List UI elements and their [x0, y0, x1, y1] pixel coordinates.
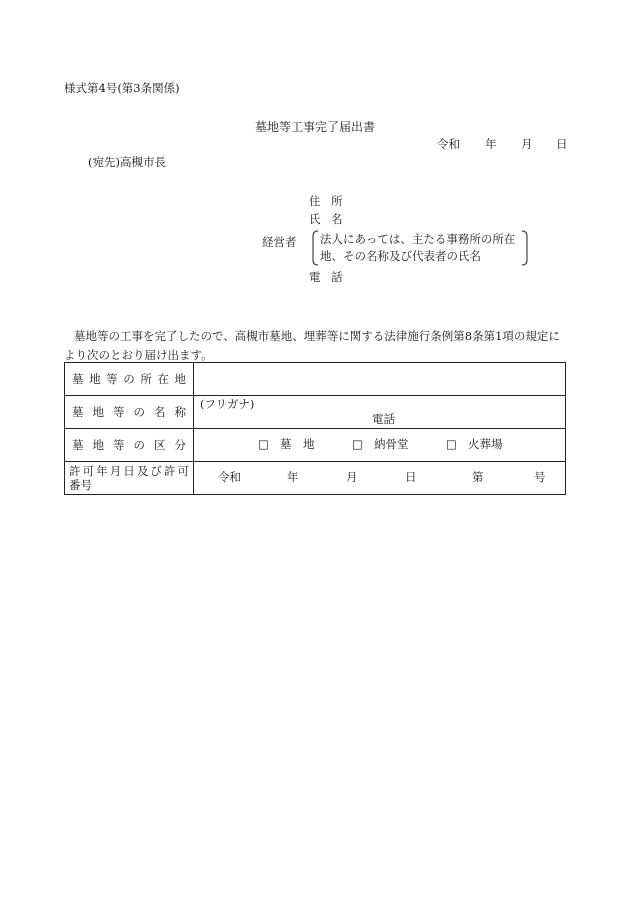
label-char: 地 [174, 372, 186, 386]
permit-year-label: 年 [287, 470, 299, 484]
label-char: 分 [174, 438, 186, 452]
category-options-cell [194, 429, 566, 462]
label-char: 地 [92, 438, 104, 452]
label-char: 名 [154, 405, 166, 419]
table-row-category [65, 429, 566, 462]
permit-day-label: 日 [405, 470, 417, 484]
label-char: の [123, 372, 135, 386]
name-label-2: 名 [331, 212, 343, 226]
date-year-label: 年 [485, 137, 497, 151]
label-char: 区 [154, 438, 166, 452]
label-char: 許 [163, 464, 176, 478]
label-char: 許 [69, 464, 81, 478]
table-row-permit [65, 462, 566, 495]
label-char: 可 [82, 464, 95, 478]
permit-label-line-2: 番号 [69, 478, 92, 492]
table-row-location [65, 363, 566, 396]
checkbox-crematorium[interactable]: □ [446, 437, 457, 451]
label-char: 日 [123, 464, 135, 478]
manager-label: 経営者 [262, 235, 297, 249]
label-char: 在 [157, 372, 169, 386]
label-char: 地 [89, 372, 101, 386]
table-row-name [65, 396, 566, 429]
name-phone-label: 電話 [372, 412, 395, 426]
label-name [65, 396, 194, 429]
label-char: 等 [106, 372, 118, 386]
label-permit [65, 462, 194, 495]
label-char: 及 [136, 464, 149, 478]
label-char: の [133, 405, 145, 419]
checkbox-cemetery[interactable]: □ [258, 437, 269, 451]
notification-table [64, 362, 566, 495]
name-label-1: 氏 [309, 212, 321, 226]
permit-month-label: 月 [346, 470, 358, 484]
label-char: 墓 [72, 438, 84, 452]
permit-no-label: 第 [472, 470, 484, 484]
label-char: び [150, 464, 162, 478]
address-label-1: 住 [309, 194, 321, 208]
option-cemetery-label: 墓 地 [280, 437, 315, 451]
document-title: 墓地等工事完了届出書 [254, 120, 375, 134]
label-location [65, 363, 194, 396]
date-month-label: 月 [521, 137, 533, 151]
phone-label-2: 話 [331, 270, 343, 284]
label-char: 可 [177, 464, 189, 478]
phone-label-1: 電 [309, 270, 321, 284]
label-char: 等 [113, 438, 125, 452]
date-era: 令和 [437, 137, 460, 151]
label-char: 年 [96, 464, 108, 478]
corporate-note-line-2: 地、その名称及び代表者の氏名 [320, 249, 481, 263]
permit-go-label: 号 [534, 470, 546, 484]
label-char: 月 [109, 464, 122, 478]
statement-text: 墓地等の工事を完了したので、高槻市墓地、埋葬等に関する法律施行条例第8条第1項の規定により次のとおり届け出ます。 [64, 329, 560, 362]
label-char: 地 [92, 405, 104, 419]
form-number: 様式第4号(第3条関係) [64, 81, 180, 95]
corporate-note-line-1: 法人にあっては、主たる事務所の所在 [320, 232, 516, 246]
furigana-label: (フリガナ) [200, 397, 255, 411]
option-ossuary-label: 納骨堂 [374, 437, 409, 451]
checkbox-ossuary[interactable]: □ [352, 437, 363, 451]
permit-value-cell[interactable] [194, 462, 566, 495]
address-label-2: 所 [331, 194, 343, 208]
location-value-cell[interactable] [194, 363, 566, 396]
corporate-note [312, 230, 528, 266]
addressee: (宛先)高槻市長 [88, 155, 166, 169]
label-category [65, 429, 194, 462]
label-char: 等 [113, 405, 125, 419]
date-day-label: 日 [556, 137, 568, 151]
name-value-cell[interactable] [194, 396, 566, 429]
label-char: 所 [140, 372, 152, 386]
label-char: の [133, 438, 145, 452]
label-char: 墓 [72, 372, 84, 386]
label-char: 墓 [72, 405, 84, 419]
permit-era: 令和 [218, 470, 241, 484]
option-crematorium-label: 火葬場 [468, 437, 503, 451]
label-char: 称 [174, 405, 186, 419]
